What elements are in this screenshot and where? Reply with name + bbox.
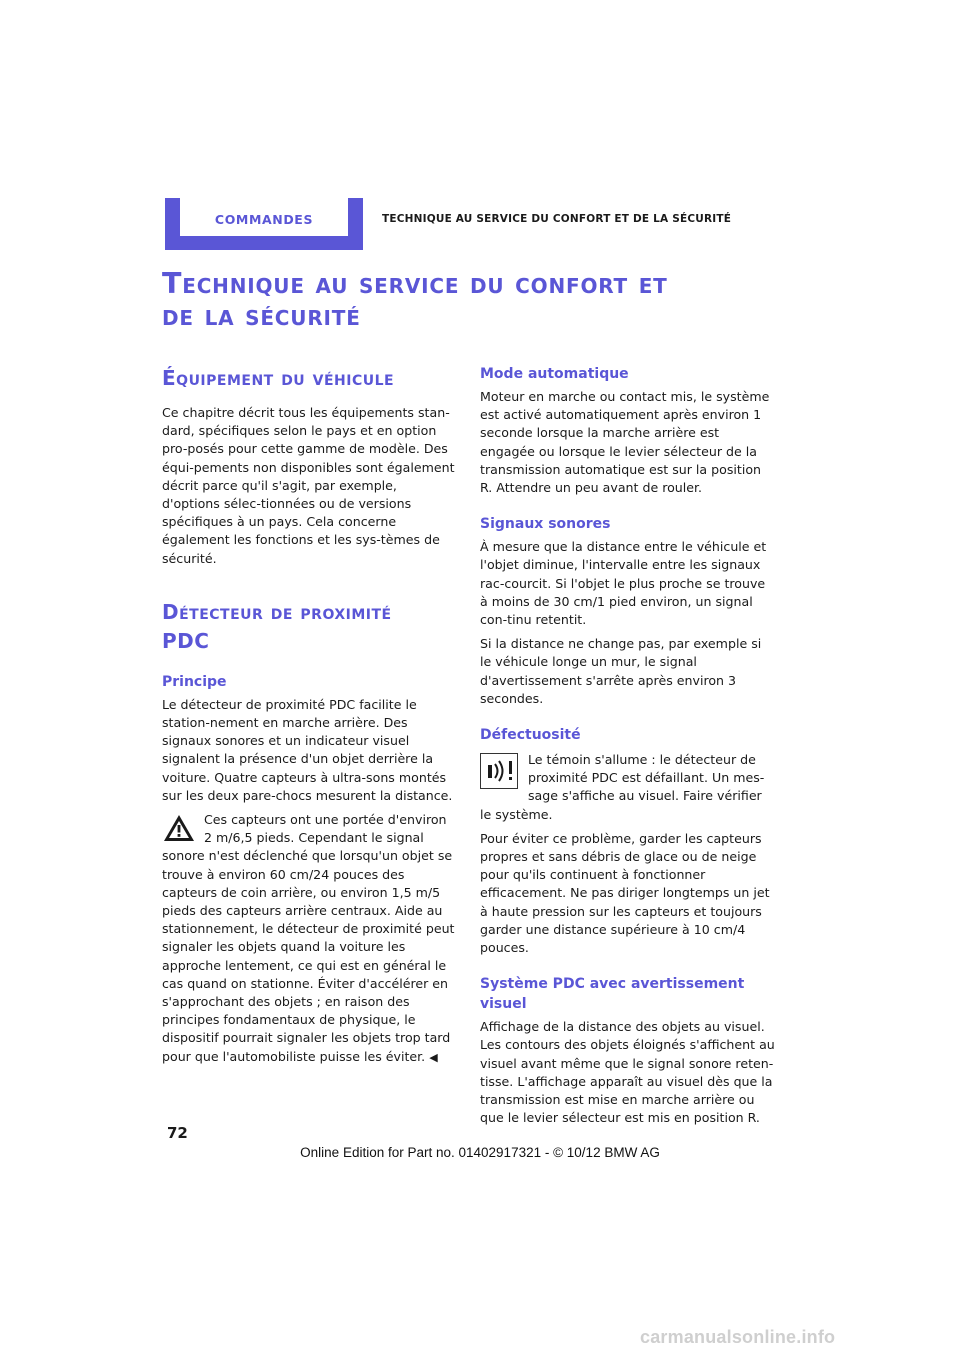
pdc-fault-icon <box>480 753 518 789</box>
subheading-signaux-sonores: Signaux sonores <box>480 516 611 533</box>
subheading-principe: Principe <box>162 673 227 690</box>
watermark: carmanualsonline.info <box>640 1327 836 1347</box>
end-mark-icon: ◀ <box>429 1050 438 1064</box>
running-header-title: TECHNIQUE AU SERVICE DU CONFORT ET DE LA SÉCURITÉ <box>382 213 732 225</box>
page-title-line-2: de la sécurité <box>162 299 361 332</box>
page-title-line-1: Technique au service du confort et <box>162 267 668 300</box>
section-tab-label: COMMANDES <box>214 212 314 227</box>
paragraph-equipement: Ce chapitre décrit tous les équipements stan-dard, spécifiques selon le pays et en option pro-posés pour cette gamme de modèle. Des équi-pements non disponibles sont également décrit parce qu'il s'agit, par exemple, d'options sélec-tionnées ou de versions spécifiques à un pays. Cela concerne également les fonctions et les sys-tèmes de sécurité. <box>162 405 455 566</box>
paragraph-signaux-sonores-1: À mesure que la distance entre le véhicule et l'objet diminue, l'intervalle entre les signaux rac-courcit. Si l'objet le plus proche se trouve à moins de 30 cm/1 pied environ, un signal con-tinu retentit. <box>480 539 767 628</box>
paragraph-signaux-sonores-2: Si la distance ne change pas, par exemple si le véhicule longe un mur, le signal d'avertissement s'arrête après environ 3 secondes. <box>480 636 762 706</box>
section-heading-pdc: Détecteur de proximité PDC <box>162 599 392 653</box>
section-heading-equipement: Équipement du véhicule <box>162 366 395 390</box>
paragraph-avertissement-visuel: Affichage de la distance des objets au visuel. Les contours des objets éloignés s'affichent au visuel avant même que le signal sonore reten-tisse. L'affichage apparaît au visuel dès que la transmission est mise en marche arrière ou que le levier sélecteur est mis en position R. <box>480 1019 775 1126</box>
subheading-defectuosite: Défectuosité <box>480 727 581 744</box>
paragraph-mode-automatique: Moteur en marche ou contact mis, le système est activé automatiquement après environ 1 seconde lorsque la marche arrière est engagée ou lorsque le levier sélecteur de la transmission automatique est sur la position R. Attendre un peu avant de rouler. <box>480 389 770 496</box>
fault-block <box>480 751 776 824</box>
subheading-mode-automatique: Mode automatique <box>480 366 629 382</box>
paragraph-warning: Ces capteurs ont une portée d'environ 2 m/6,5 pieds. Cependant le signal sonore n'est déclenché que lorsqu'un objet se trouve à environ 60 cm/24 pouces des capteurs de coin arrière, ou environ 1,5 m/5 pieds des capteurs arrière centraux. Aide au stationnement, le détecteur de proximité peut signaler les objets quand la voiture les approche lentement, ce qui est en général le cas quand on stationne. Éviter d'accélérer en s'approchant des objets ; en raison des principes fondamentaux de physique, le dispositif pourrait signaler les objets trop tard pour que l'automobiliste puisse les éviter. <box>162 812 455 1064</box>
paragraph-defectuosite-1: Le témoin s'allume : le détecteur de proximité PDC est défaillant. Un mes-sage s'affiche au visuel. Faire vérifier le système. <box>480 752 765 822</box>
warning-triangle-icon <box>162 813 196 843</box>
warning-block <box>162 811 458 1067</box>
footer-edition-note: Online Edition for Part no. 01402917321 - © 10/12 BMW AG <box>300 1145 660 1160</box>
paragraph-principe: Le détecteur de proximité PDC facilite le station-nement en marche arrière. Des signaux sonores et un indicateur visuel signalent la présence d'un objet derrière la voiture. Quatre capteurs à ultra-sons montés sur les deux pare-chocs mesurent la distance. <box>162 696 453 803</box>
page-number: 72 <box>167 1124 188 1142</box>
right-column <box>480 364 776 1128</box>
paragraph-defectuosite-2: Pour éviter ce problème, garder les capteurs propres et sans débris de glace ou de neige pour qu'ils continuent à fonctionner efficacement. Ne pas diriger longtemps un jet à haute pression sur les capteurs et toujours garder une distance supérieure à 10 cm/4 pouces. <box>480 830 770 956</box>
page-title <box>162 268 802 332</box>
subheading-avertissement-visuel: Système PDC avec avertissement visuel <box>480 976 745 1013</box>
left-column <box>162 364 458 1067</box>
